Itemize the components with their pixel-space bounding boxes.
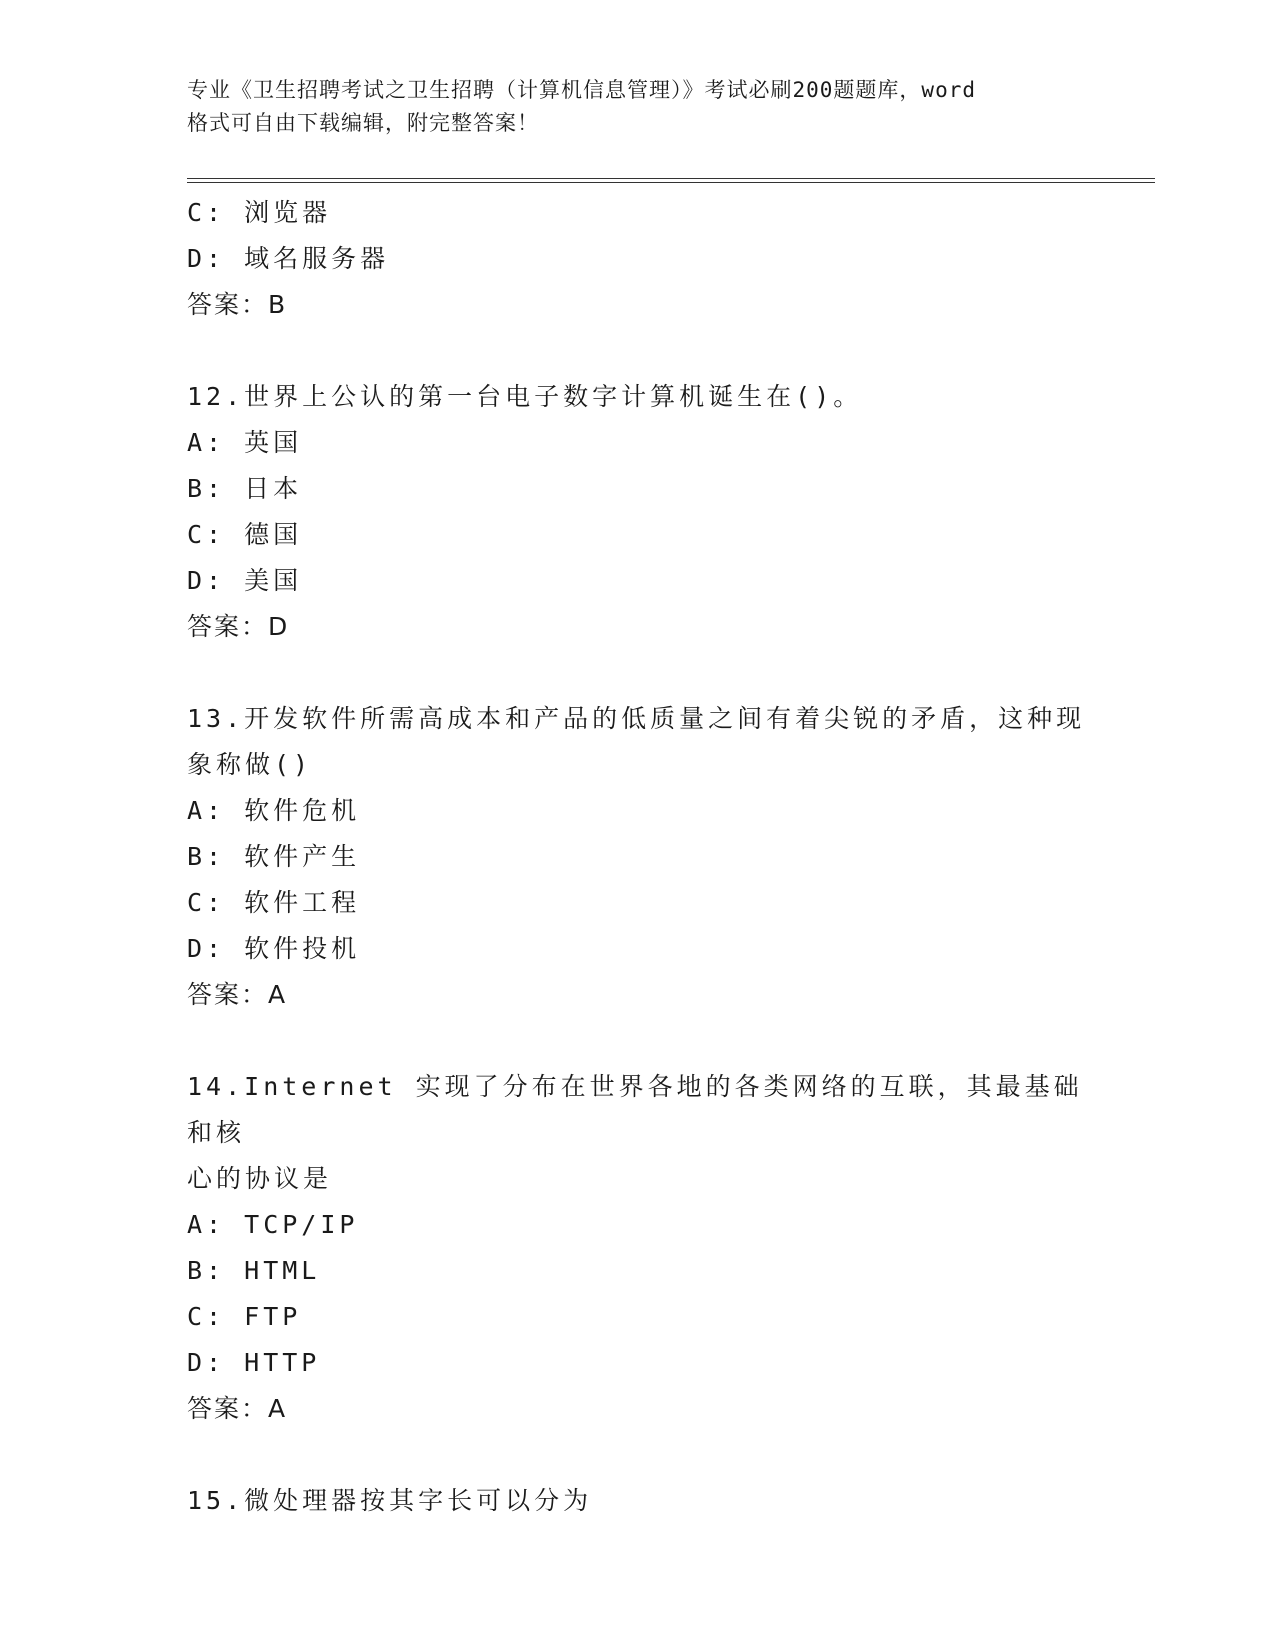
question-text: 15.微处理器按其字长可以分为 (187, 1486, 593, 1515)
answer-line: 答案：B (187, 290, 288, 319)
option-b: B: 软件产生 (187, 842, 361, 871)
question-list (187, 190, 1087, 1524)
option-d: D: 美国 (187, 566, 303, 595)
option-a: A: 英国 (187, 428, 303, 457)
option-a: A: TCP/IP (187, 1210, 359, 1239)
question-11-continuation (187, 190, 1087, 328)
option-c: C: 德国 (187, 520, 303, 549)
spacer (187, 328, 1087, 374)
question-13 (187, 696, 1087, 1018)
option-d: D: HTTP (187, 1348, 321, 1377)
spacer (187, 650, 1087, 696)
question-15 (187, 1478, 1087, 1524)
question-14 (187, 1064, 1087, 1432)
option-c: C: 浏览器 (187, 198, 332, 227)
question-12 (187, 374, 1087, 650)
spacer (187, 1018, 1087, 1064)
option-b: B: HTML (187, 1256, 321, 1285)
header-line-2: 格式可自由下载编辑，附完整答案！ (187, 111, 539, 135)
answer-line: 答案：A (187, 980, 288, 1009)
question-text-line-2: 象称做() (187, 750, 313, 779)
spacer (187, 1432, 1087, 1478)
option-d: D: 软件投机 (187, 934, 361, 963)
option-c: C: FTP (187, 1302, 302, 1331)
option-c: C: 软件工程 (187, 888, 361, 917)
answer-line: 答案：D (187, 612, 290, 641)
answer-line: 答案：A (187, 1394, 288, 1423)
header-line-1: 专业《卫生招聘考试之卫生招聘（计算机信息管理）》考试必刷200题题库，word (187, 78, 976, 102)
option-b: B: 日本 (187, 474, 303, 503)
document-header (187, 74, 1107, 140)
option-d: D: 域名服务器 (187, 244, 390, 273)
option-a: A: 软件危机 (187, 796, 361, 825)
question-text-line-2: 心的协议是 (187, 1164, 333, 1193)
question-text-line-1: 13.开发软件所需高成本和产品的低质量之间有着尖锐的矛盾，这种现 (187, 704, 1086, 733)
question-text-line-1: 14.Internet 实现了分布在世界各地的各类网络的互联，其最基础和核 (187, 1072, 1083, 1147)
question-text: 12.世界上公认的第一台电子数字计算机诞生在()。 (187, 382, 863, 411)
header-divider-bottom (187, 182, 1155, 183)
header-divider-top (187, 178, 1155, 179)
